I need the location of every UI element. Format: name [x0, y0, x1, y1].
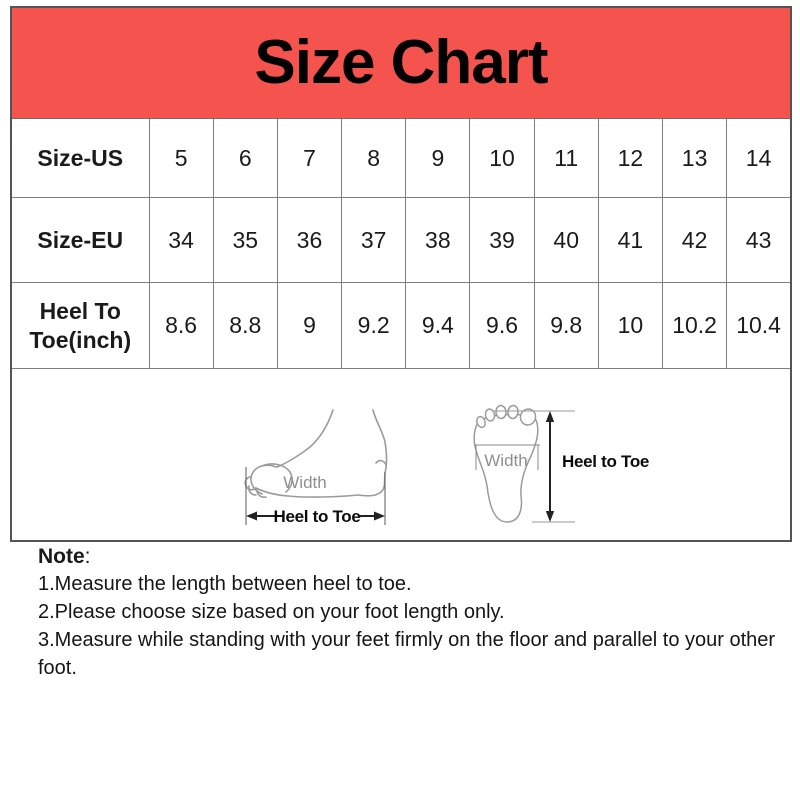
toe-icon — [507, 405, 518, 419]
cell-inch: 9.8 — [534, 283, 598, 369]
side-width-label: Width — [283, 473, 327, 492]
top-heel-to-toe-label: Heel to Toe — [562, 452, 650, 471]
cell-eu: 34 — [149, 198, 213, 283]
row-label-size-us: Size-US — [11, 119, 149, 198]
note-section — [38, 544, 786, 682]
cell-inch: 8.6 — [149, 283, 213, 369]
cell-inch: 9 — [277, 283, 341, 369]
table-row-heel-to-toe — [11, 283, 791, 369]
cell-eu: 41 — [598, 198, 662, 283]
note-item-2: 2.Please choose size based on your foot length only. — [38, 601, 505, 623]
cell-us: 7 — [277, 119, 341, 198]
cell-us: 10 — [470, 119, 534, 198]
cell-us: 14 — [727, 119, 791, 198]
toe-icon — [496, 405, 507, 419]
row-label-size-eu: Size-EU — [11, 198, 149, 283]
down-arrowhead-icon — [546, 511, 554, 522]
size-chart-table — [10, 6, 792, 542]
cell-eu: 39 — [470, 198, 534, 283]
row-label-heel-to-toe: Heel To Toe(inch) — [11, 283, 149, 369]
banner — [11, 7, 791, 119]
table-row-size-eu — [11, 198, 791, 283]
note-item-1: 1.Measure the length between heel to toe. — [38, 573, 412, 595]
banner-row — [11, 7, 791, 119]
cell-eu: 38 — [406, 198, 470, 283]
cell-inch: 9.6 — [470, 283, 534, 369]
cell-eu: 42 — [663, 198, 727, 283]
cell-inch: 10 — [598, 283, 662, 369]
cell-inch: 10.4 — [727, 283, 791, 369]
cell-inch: 10.2 — [663, 283, 727, 369]
note-heading-word: Note — [38, 545, 85, 568]
page-title: Size Chart — [254, 28, 548, 97]
left-arrowhead-icon — [246, 512, 257, 521]
right-arrowhead-icon — [374, 512, 385, 521]
cell-us: 12 — [598, 119, 662, 198]
measurement-diagram-row — [11, 369, 791, 542]
cell-us: 13 — [663, 119, 727, 198]
foot-measurement-diagram — [12, 370, 790, 539]
cell-inch: 8.8 — [213, 283, 277, 369]
table-row-size-us — [11, 119, 791, 198]
cell-eu: 36 — [277, 198, 341, 283]
cell-eu: 43 — [727, 198, 791, 283]
cell-inch: 9.2 — [342, 283, 406, 369]
top-width-label: Width — [484, 451, 528, 470]
cell-us: 9 — [406, 119, 470, 198]
cell-eu: 35 — [213, 198, 277, 283]
cell-us: 8 — [342, 119, 406, 198]
cell-us: 5 — [149, 119, 213, 198]
cell-us: 6 — [213, 119, 277, 198]
note-item-3: 3.Measure while standing with your feet firmly on the floor and parallel to your other foot. — [38, 629, 776, 679]
cell-eu: 37 — [342, 198, 406, 283]
cell-inch: 9.4 — [406, 283, 470, 369]
cell-eu: 40 — [534, 198, 598, 283]
note-heading — [38, 544, 786, 570]
side-heel-to-toe-label: Heel to Toe — [273, 507, 361, 526]
measurement-diagram-cell — [11, 369, 791, 542]
cell-us: 11 — [534, 119, 598, 198]
note-heading-colon: : — [84, 545, 91, 568]
up-arrowhead-icon — [546, 411, 554, 422]
